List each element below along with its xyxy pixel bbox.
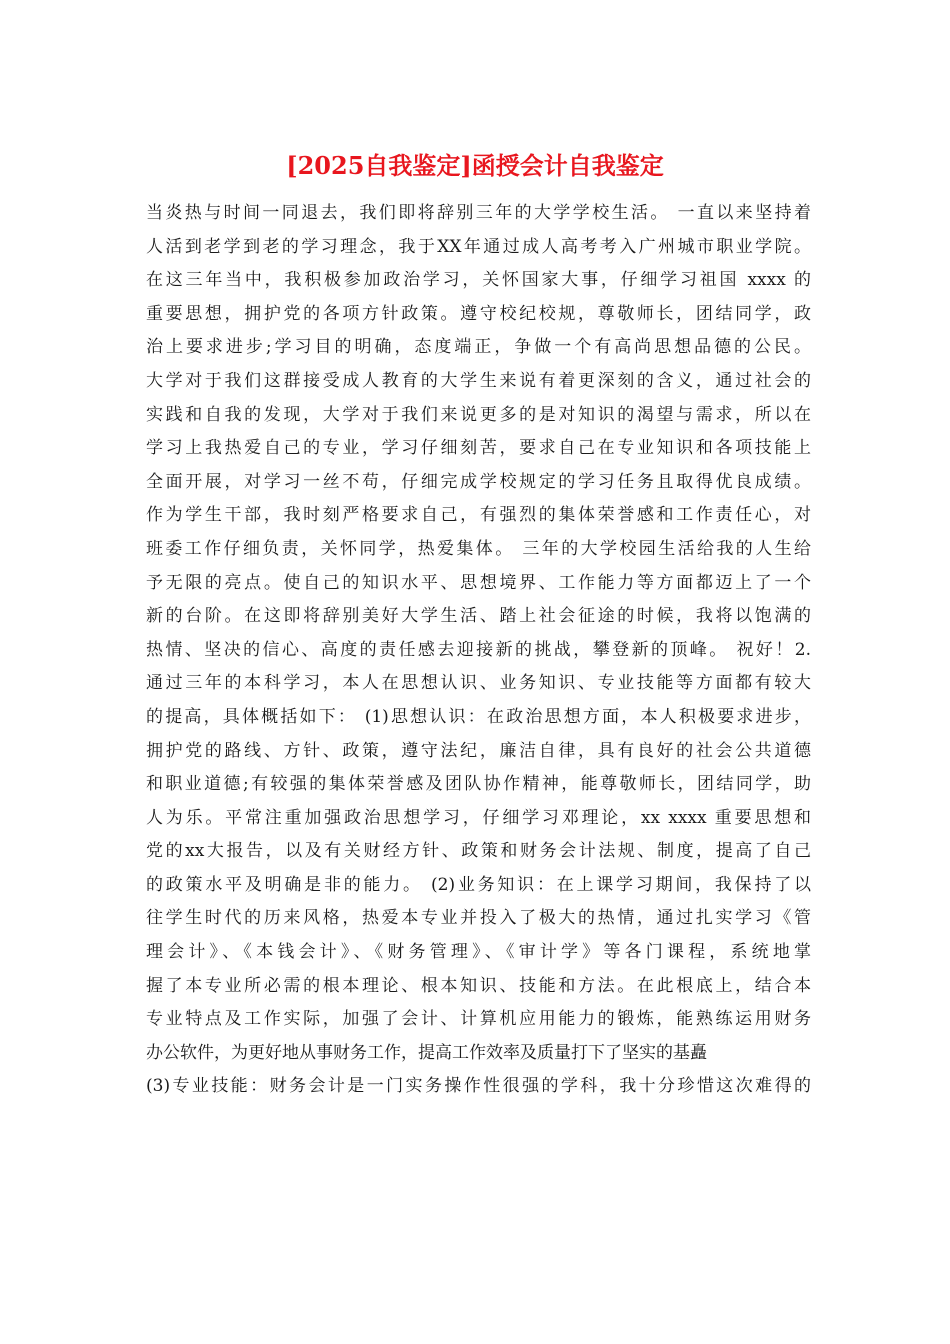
body-line: 予无限的亮点。使自己的知识水平、思想境界、工作能力等方面都迈上了一个 [146, 572, 811, 593]
body-line: 当炎热与时间一同退去，我们即将辞别三年的大学学校生活。 一直以来坚持着 [146, 203, 811, 223]
body-line: 班委工作仔细负责，关怀同学，热爱集体。 三年的大学校园生活给我的人生给 [146, 538, 811, 559]
body-line: 大学对于我们这群接受成人教育的大学生来说有着更深刻的含义，通过社会的 [146, 370, 811, 391]
body-line: 通过三年的本科学习，本人在思想认识、业务知识、专业技能等方面都有较大 [146, 673, 811, 694]
body-line: 人活到老学到老的学习理念，我于XX年通过成人高考考入广州城市职业学院。 [146, 236, 811, 257]
body-line: 和职业道德;有较强的集体荣誉感及团队协作精神，能尊敬师长，团结同学，助 [146, 774, 811, 795]
body-line: 办公软件，为更好地从事财务工作，提高工作效率及质量打下了坚实的基矗 [146, 1042, 707, 1063]
body-line: 往学生时代的历来风格，热爱本专业并投入了极大的热情，通过扎实学习《管 [146, 908, 811, 929]
body-line: 学习上我热爱自己的专业，学习仔细刻苦，要求自己在专业知识和各项技能上 [146, 438, 811, 459]
body-line: 新的台阶。在这即将辞别美好大学生活、踏上社会征途的时候，我将以饱满的 [146, 606, 811, 627]
body-line: (3)专业技能：财务会计是一门实务操作性很强的学科，我十分珍惜这次难得的 [146, 1076, 811, 1097]
body-line: 的政策水平及明确是非的能力。 (2)业务知识：在上课学习期间，我保持了以 [146, 874, 811, 895]
body-line: 理会计》、《本钱会计》、《财务管理》、《审计学》等各门课程，系统地掌 [146, 942, 811, 963]
body-line: 拥护党的路线、方针、政策，遵守法纪，廉洁自律，具有良好的社会公共道德 [146, 740, 811, 761]
body-line: 的提高，具体概括如下： (1)思想认识：在政治思想方面，本人积极要求进步， [146, 706, 811, 727]
body-line: 实践和自我的发现，大学对于我们来说更多的是对知识的渴望与需求，所以在 [146, 404, 811, 425]
body-line: 人为乐。平常注重加强政治思想学习，仔细学习邓理论，xx xxxx 重要思想和 [146, 807, 811, 828]
body-line: 在这三年当中，我积极参加政治学习，关怀国家大事，仔细学习祖国 xxxx 的 [146, 270, 811, 291]
document-body [146, 197, 811, 1104]
body-line: 全面开展，对学习一丝不苟，仔细完成学校规定的学习任务且取得优良成绩。 [146, 471, 811, 492]
body-line: 热情、坚决的信心、高度的责任感去迎接新的挑战，攀登新的顶峰。 祝好！2. [146, 639, 811, 660]
body-line: 重要思想，拥护党的各项方针政策。遵守校纪校规，尊敬师长，团结同学，政 [146, 303, 811, 324]
body-line: 作为学生干部，我时刻严格要求自己，有强烈的集体荣誉感和工作责任心，对 [146, 505, 811, 526]
body-line: 专业特点及工作实际，加强了会计、计算机应用能力的锻炼，能熟练运用财务 [146, 1009, 811, 1030]
body-line: 治上要求进步;学习目的明确，态度端正，争做一个有高尚思想品德的公民。 [146, 337, 811, 358]
document-title: [2025自我鉴定]函授会计自我鉴定 [286, 151, 664, 180]
body-line: 握了本专业所必需的根本理论、根本知识、技能和方法。在此根底上，结合本 [146, 975, 811, 996]
body-line: 党的xx大报告，以及有关财经方针、政策和财务会计法规、制度，提高了自己 [146, 841, 811, 862]
